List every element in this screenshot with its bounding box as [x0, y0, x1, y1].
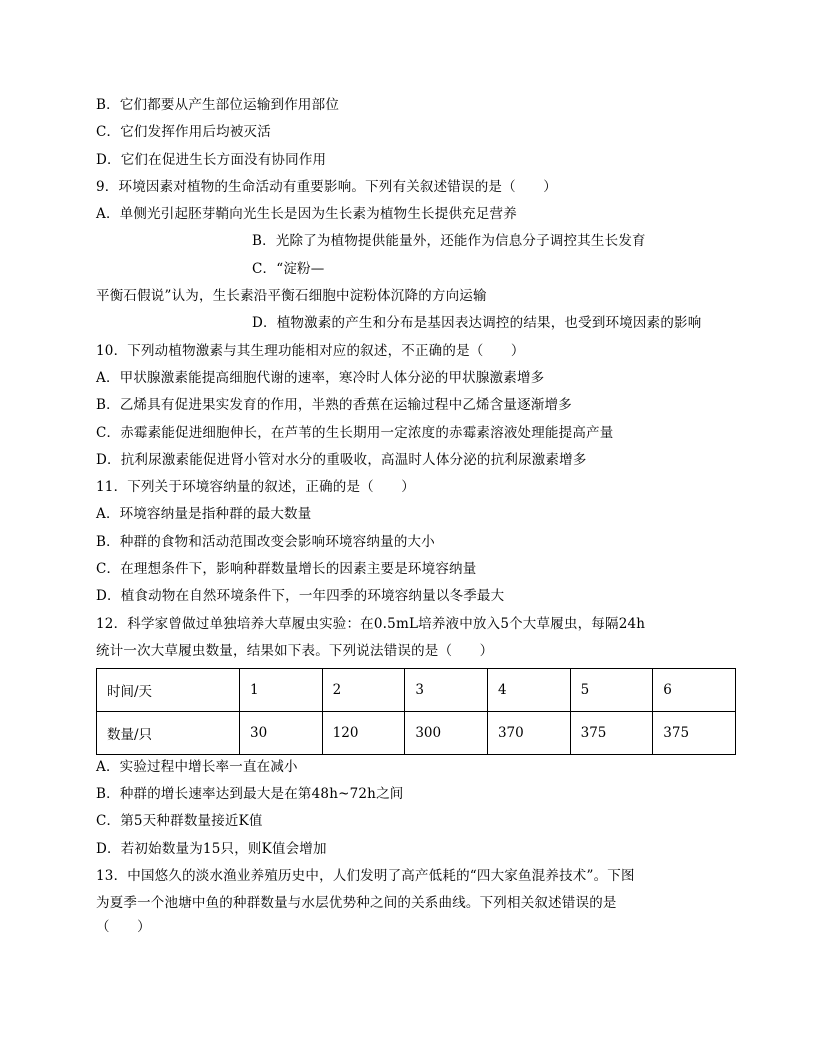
table-cell: 30	[240, 712, 323, 755]
table-cell: 375	[570, 712, 653, 755]
q11-stem: 11．下列关于环境容纳量的叙述，正确的是（ ）	[96, 479, 415, 495]
q9-option-c-part1: C．“淀粉—	[252, 261, 325, 277]
table-cell: 120	[322, 712, 405, 755]
q9-option-b: B．光除了为植物提供能量外，还能作为信息分子调控其生长发育	[252, 233, 646, 249]
q8-option-d: D．它们在促进生长方面没有协同作用	[96, 152, 327, 168]
q11-option-b: B．种群的食物和活动范围改变会影响环境容纳量的大小	[96, 534, 435, 550]
q10-option-b: B．乙烯具有促进果实发育的作用，半熟的香蕉在运输过程中乙烯含量逐渐增多	[96, 397, 572, 413]
table-header-time: 时间/天	[97, 669, 240, 712]
q9-option-c-part2: 平衡石假说”认为，生长素沿平衡石细胞中淀粉体沉降的方向运输	[96, 288, 487, 304]
table-cell: 370	[487, 712, 570, 755]
q10-option-c: C．赤霉素能促进细胞伸长，在芦苇的生长期用一定浓度的赤霉素溶液处理能提高产量	[96, 425, 614, 441]
table-header-count: 数量/只	[97, 712, 240, 755]
table-cell: 5	[570, 669, 653, 712]
q12-stem-line1: 12．科学家曾做过单独培养大草履虫实验：在0.5mL培养液中放入5个大草履虫，每隔24h	[96, 616, 646, 632]
q9-option-a: A．单侧光引起胚芽鞘向光生长是因为生长素为植物生长提供充足营养	[96, 206, 517, 222]
q12-option-a: A．实验过程中增长率一直在减小	[96, 759, 298, 775]
q12-stem-line2: 统计一次大草履虫数量，结果如下表。下列说法错误的是（ ）	[96, 643, 494, 659]
q12-option-c: C．第5天种群数量接近K值	[96, 813, 263, 829]
table-cell: 3	[405, 669, 488, 712]
q11-option-c: C．在理想条件下，影响种群数量增长的因素主要是环境容纳量	[96, 561, 477, 577]
q11-option-d: D．植食动物在自然环境条件下，一年四季的环境容纳量以冬季最大	[96, 588, 505, 604]
table-cell: 375	[653, 712, 736, 755]
table-cell: 2	[322, 669, 405, 712]
q13-stem-line2: 为夏季一个池塘中鱼的种群数量与水层优势种之间的关系曲线。下列相关叙述错误的是	[96, 895, 617, 911]
q13-stem-line3: （ ）	[96, 919, 151, 935]
q13-stem-line1: 13．中国悠久的淡水渔业养殖历史中，人们发明了高产低耗的“四大家鱼混养技术”。下图	[96, 868, 635, 884]
q11-option-a: A．环境容纳量是指种群的最大数量	[96, 506, 312, 522]
table-cell: 6	[653, 669, 736, 712]
q9-option-d: D．植物激素的产生和分布是基因表达调控的结果，也受到环境因素的影响	[252, 315, 702, 331]
q10-stem: 10．下列动植物激素与其生理功能相对应的叙述，不正确的是（ ）	[96, 343, 525, 359]
q8-option-c: C．它们发挥作用后均被灭活	[96, 124, 271, 140]
q9-stem: 9．环境因素对植物的生命活动有重要影响。下列有关叙述错误的是（ ）	[96, 179, 557, 195]
table-cell: 4	[487, 669, 570, 712]
q10-option-d: D．抗利尿激素能促进肾小管对水分的重吸收，高温时人体分泌的抗利尿激素增多	[96, 452, 587, 468]
q8-option-b: B．它们都要从产生部位运输到作用部位	[96, 97, 340, 113]
table-cell: 1	[240, 669, 323, 712]
table-row	[97, 712, 736, 755]
table-row	[97, 669, 736, 712]
table-cell: 300	[405, 712, 488, 755]
q12-option-b: B．种群的增长速率达到最大是在第48h~72h之间	[96, 786, 404, 802]
q10-option-a: A．甲状腺激素能提高细胞代谢的速率，寒冷时人体分泌的甲状腺激素增多	[96, 370, 545, 386]
q12-data-table	[96, 668, 736, 755]
q12-option-d: D．若初始数量为15只，则K值会增加	[96, 841, 327, 857]
